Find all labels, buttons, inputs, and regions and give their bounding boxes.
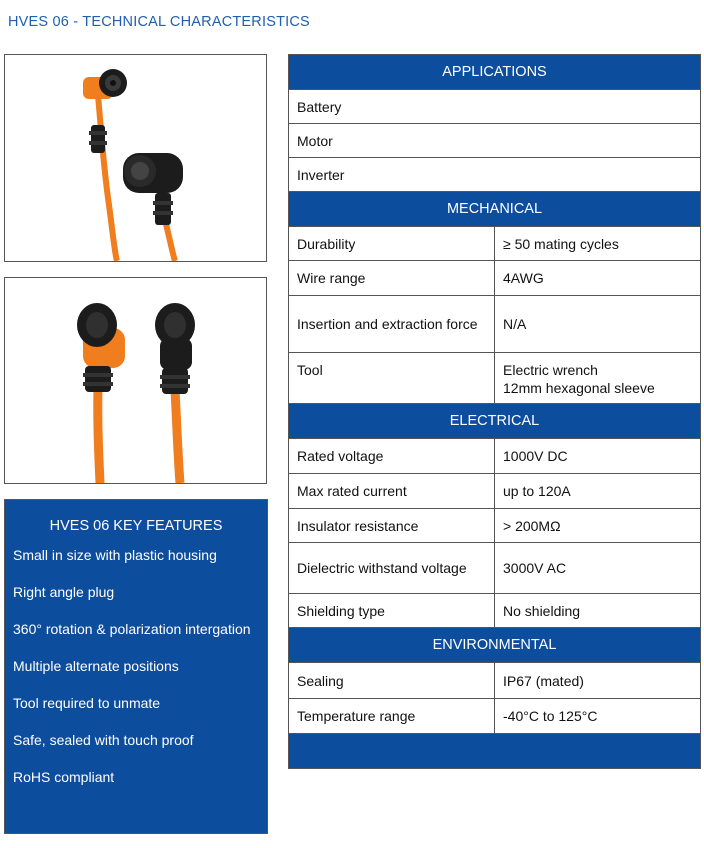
spec-label: Sealing bbox=[289, 663, 495, 699]
spec-label: Wire range bbox=[289, 261, 495, 296]
application-item: Inverter bbox=[289, 158, 701, 192]
feature-item: Safe, sealed with touch proof bbox=[13, 732, 194, 748]
feature-item: Small in size with plastic housing bbox=[13, 547, 217, 563]
spec-value: IP67 (mated) bbox=[495, 663, 701, 699]
section-header-applications: APPLICATIONS bbox=[289, 55, 701, 90]
connector-illustration bbox=[5, 278, 266, 483]
spec-label: Durability bbox=[289, 227, 495, 261]
key-features-list bbox=[5, 546, 267, 786]
key-features-panel bbox=[4, 499, 268, 834]
spec-value bbox=[495, 353, 701, 404]
spec-value: 1000V DC bbox=[495, 439, 701, 474]
application-item: Battery bbox=[289, 90, 701, 124]
section-header-environmental: ENVIRONMENTAL bbox=[289, 628, 701, 663]
application-item: Motor bbox=[289, 124, 701, 158]
spec-value-line: 12mm hexagonal sleeve bbox=[503, 380, 655, 396]
spec-value: No shielding bbox=[495, 594, 701, 628]
spec-value-line: Electric wrench bbox=[503, 362, 598, 378]
spec-label: Shielding type bbox=[289, 594, 495, 628]
feature-item: RoHS compliant bbox=[13, 769, 115, 785]
table-footer-bar bbox=[289, 734, 701, 769]
spec-label: Temperature range bbox=[289, 699, 495, 734]
specifications-table bbox=[288, 54, 701, 769]
feature-item: Multiple alternate positions bbox=[13, 658, 179, 674]
product-photo-upright bbox=[4, 277, 267, 484]
spec-value: up to 120A bbox=[495, 474, 701, 509]
key-features-title: HVES 06 KEY FEATURES bbox=[49, 518, 223, 534]
feature-item: 360° rotation & polarization intergation bbox=[13, 621, 251, 637]
spec-label: Dielectric withstand voltage bbox=[289, 543, 495, 594]
feature-item: Right angle plug bbox=[13, 584, 115, 600]
spec-label: Insertion and extraction force bbox=[289, 296, 495, 353]
section-header-electrical: ELECTRICAL bbox=[289, 404, 701, 439]
spec-value: -40°C to 125°C bbox=[495, 699, 701, 734]
spec-label: Max rated current bbox=[289, 474, 495, 509]
spec-value: > 200MΩ bbox=[495, 509, 701, 543]
feature-item: Tool required to unmate bbox=[13, 695, 161, 711]
spec-label: Insulator resistance bbox=[289, 509, 495, 543]
spec-value: 3000V AC bbox=[495, 543, 701, 594]
product-photo-angled bbox=[4, 54, 267, 262]
spec-value: 4AWG bbox=[495, 261, 701, 296]
spec-value: N/A bbox=[495, 296, 701, 353]
spec-label: Rated voltage bbox=[289, 439, 495, 474]
spec-value: ≥ 50 mating cycles bbox=[495, 227, 701, 261]
spec-label: Tool bbox=[289, 353, 495, 404]
section-header-mechanical: MECHANICAL bbox=[289, 192, 701, 227]
connector-illustration bbox=[5, 55, 266, 261]
page-title: HVES 06 - TECHNICAL CHARACTERISTICS bbox=[8, 14, 310, 30]
